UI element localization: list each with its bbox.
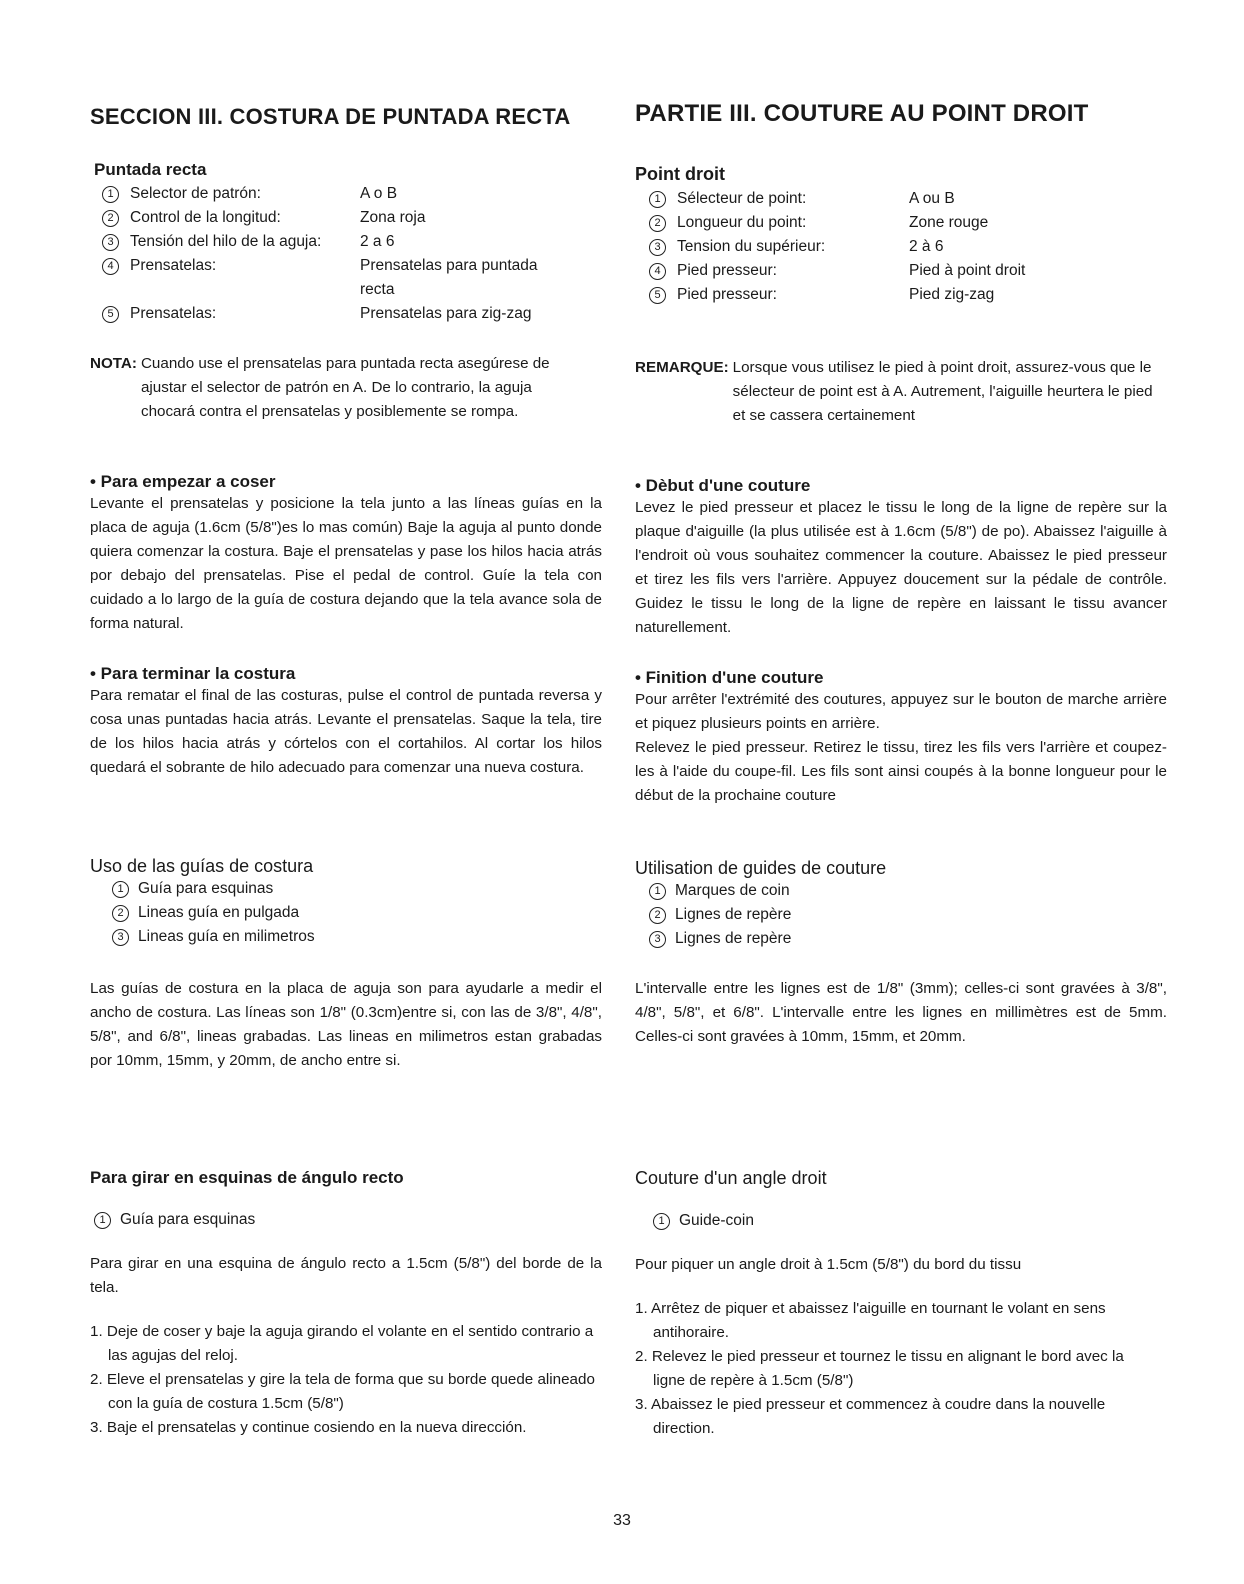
item-number-2: 2 <box>112 905 129 922</box>
angle-block <box>635 1168 1180 1441</box>
guias-list <box>112 877 650 949</box>
item-number-2: 2 <box>649 215 666 232</box>
spec-label: Pied presseur: <box>677 262 777 279</box>
spec-label: Pied presseur: <box>677 286 777 303</box>
esquinas-block <box>90 1168 650 1440</box>
spec-value: Prensatelas para puntada recta <box>360 257 538 298</box>
esquinas-text: Para girar en una esquina de ángulo recto a 1.5cm (5/8") del borde de la tela. <box>90 1255 602 1296</box>
guias-heading: Uso de las guías de costura <box>90 856 314 876</box>
guide-item: Guide-coin <box>679 1212 754 1229</box>
guide-item: Marques de coin <box>675 882 790 899</box>
finition-text-2: Relevez le pied presseur. Retirez le tissu, tirez les fils vers l'arrière et coupez-les à l'aide du coupe-fil. Les fils sont ainsi coupés à la bonne longueur pour le début de la prochaine couture <box>635 739 1167 804</box>
angle-heading: Couture d'un angle droit <box>635 1168 827 1188</box>
page-number: 33 <box>613 1512 631 1529</box>
spec-label: Sélecteur de point: <box>677 190 807 207</box>
terminar-block <box>90 664 650 780</box>
spec-value: A ou B <box>909 190 955 207</box>
guide-item: Lignes de repère <box>675 930 792 947</box>
section-title-es: SECCION III. COSTURA DE PUNTADA RECTA <box>90 104 571 129</box>
item-number-3: 3 <box>112 929 129 946</box>
spec-label: Longueur du point: <box>677 214 807 231</box>
guide-item: Lignes de repère <box>675 906 792 923</box>
step-item: 1. Arrêtez de piquer et abaissez l'aiguille en tournant le volant en sens antihoraire. <box>635 1300 1106 1341</box>
spec-label: Prensatelas: <box>130 257 217 274</box>
spec-label: Tension du supérieur: <box>677 238 826 255</box>
spec-value: Zone rouge <box>909 214 989 231</box>
step-item: 2. Eleve el prensatelas y gire la tela de forma que su borde quede alineado con la guía de costura 1.5cm (5/8") <box>90 1371 595 1412</box>
point-droit-block <box>635 164 1180 307</box>
esquinas-steps <box>90 1320 602 1440</box>
item-number-1: 1 <box>102 186 119 203</box>
spec-value: Prensatelas para zig-zag <box>360 305 532 322</box>
terminar-text: Para rematar el final de las costuras, pulse el control de puntada reversa y cosa unas puntadas hacia atrás. Levante el prensatelas. Saque la tela, tire de los hilos hacia atrás y córtelos con el cortahilos. Al cortar los hilos quedará el sobrante de hilo adecuado para comenzar una nueva costura. <box>90 687 602 776</box>
guide-item: Guía para esquinas <box>120 1211 256 1228</box>
item-number-2: 2 <box>102 210 119 227</box>
spec-value: A o B <box>360 185 398 202</box>
step-item: 2. Relevez le pied presseur et tournez le tissu en alignant le bord avec la ligne de repère à 1.5cm (5/8") <box>635 1348 1124 1389</box>
point-droit-heading: Point droit <box>635 164 725 184</box>
spec-label: Prensatelas: <box>130 305 217 322</box>
spec-value: 2 a 6 <box>360 233 395 250</box>
terminar-heading: • Para terminar la costura <box>90 664 296 683</box>
note-label: NOTA: <box>90 355 137 372</box>
puntada-recta-block <box>90 160 650 326</box>
item-number-1: 1 <box>112 881 129 898</box>
step-item: 3. Abaissez le pied presseur et commencez à coudre dans la nouvelle direction. <box>635 1396 1106 1437</box>
nota-block <box>90 352 650 424</box>
spec-value: Zona roja <box>360 209 426 226</box>
spec-value: Pied à point droit <box>909 262 1026 279</box>
remarque-block <box>635 356 1180 428</box>
spec-value: Pied zig-zag <box>909 286 995 303</box>
debut-heading: • Dèbut d'une couture <box>635 476 811 495</box>
guide-item: Lineas guía en pulgada <box>138 904 300 921</box>
angle-text: Pour piquer un angle droit à 1.5cm (5/8") du bord du tissu <box>635 1256 1022 1273</box>
guide-item: Guía para esquinas <box>138 880 274 897</box>
finition-block <box>635 668 1180 808</box>
item-number-2: 2 <box>649 907 666 924</box>
spec-label: Selector de patrón: <box>130 185 261 202</box>
puntada-recta-heading: Puntada recta <box>94 160 207 179</box>
puntada-spec-list <box>102 182 650 326</box>
finition-heading: • Finition d'une couture <box>635 668 824 687</box>
angle-item <box>653 1209 1180 1233</box>
item-number-5: 5 <box>649 287 666 304</box>
note-text: Cuando use el prensatelas para puntada recta asegúrese de ajustar el selector de patrón en A. De lo contrario, la aguja chocará contra el prensatelas y posiblemente se rompa. <box>140 355 550 420</box>
item-number-5: 5 <box>102 306 119 323</box>
item-number-1: 1 <box>649 883 666 900</box>
step-item: 3. Baje el prensatelas y continue cosiendo en la nueva dirección. <box>90 1419 527 1436</box>
spec-value: 2 à 6 <box>909 238 944 255</box>
empezar-heading: • Para empezar a coser <box>90 472 276 491</box>
empezar-block <box>90 472 650 636</box>
note-label: REMARQUE: <box>635 359 729 376</box>
note-text: Lorsque vous utilisez le pied à point droit, assurez-vous que le sélecteur de point est à A. Autrement, l'aiguille heurtera le pied et se cassera certainement <box>732 359 1153 424</box>
esquinas-heading: Para girar en esquinas de ángulo recto <box>90 1168 404 1187</box>
section-title-fr: PARTIE III. COUTURE AU POINT DROIT <box>635 100 1089 127</box>
debut-block <box>635 476 1180 640</box>
guides-list <box>649 879 1180 951</box>
item-number-1: 1 <box>649 191 666 208</box>
guides-heading: Utilisation de guides de couture <box>635 858 887 878</box>
step-item: 1. Deje de coser y baje la aguja girando el volante en el sentido contrario a las agujas del reloj. <box>90 1323 594 1364</box>
item-number-3: 3 <box>649 931 666 948</box>
item-number-4: 4 <box>649 263 666 280</box>
debut-text: Levez le pied presseur et placez le tissu le long de la ligne de repère sur la plaque d'aiguille (la plus utilisée est à 1.6cm (5/8") de po). Abaissez l'aiguille à l'endroit où vous souhaitez commencer la couture. Abaissez le pied presseur et tirez les fils vers l'arrière. Appuyez doucement sur la pédale de contrôle. Guidez le tissu le long de la ligne de repère en laissant le tissu avancer naturellement. <box>635 499 1167 636</box>
guias-text: Las guías de costura en la placa de aguja son para ayudarle a medir el ancho de costura. Las líneas son 1/8" (0.3cm)entre si, con las de 3/8", 4/8", 5/8", and 6/8", lineas grabadas. Las lineas en milimetros estan grabadas por 10mm, 15mm, y 20mm, de ancho entre si. <box>90 980 602 1069</box>
angle-steps <box>635 1297 1155 1441</box>
item-number-3: 3 <box>649 239 666 256</box>
item-number-4: 4 <box>102 258 119 275</box>
empezar-text: Levante el prensatelas y posicione la tela junto a las líneas guías en la placa de aguja (1.6cm (5/8")es lo mas común) Baje la aguja al punto donde quiera comenzar la costura. Baje el prensatelas y pase los hilos hacia atrás por debajo del prensatelas. Pise el pedal de control. Guíe la tela con cuidado a lo largo de la guía de costura dejando que la tela avance sola de forma natural. <box>90 495 602 632</box>
spec-label: Control de la longitud: <box>130 209 281 226</box>
finition-text-1: Pour arrêter l'extrémité des coutures, appuyez sur le bouton de marche arrière et piquez plusieurs points en arrière. <box>635 691 1167 732</box>
guias-block <box>90 856 650 1073</box>
spec-label: Tensión del hilo de la aguja: <box>130 233 322 250</box>
guide-item: Lineas guía en milimetros <box>138 928 315 945</box>
item-number-1: 1 <box>653 1213 670 1230</box>
item-number-3: 3 <box>102 234 119 251</box>
guides-text: L'intervalle entre les lignes est de 1/8" (3mm); celles-ci sont gravées à 3/8", 4/8", 5/8", et 6/8". L'intervalle entre les lignes en millimètres est de 5mm. Celles-ci sont gravées à 10mm, 15mm, et 20mm. <box>635 980 1167 1045</box>
item-number-1: 1 <box>94 1212 111 1229</box>
guides-block <box>635 858 1180 1049</box>
point-spec-list <box>649 187 1180 307</box>
esquinas-item <box>94 1208 650 1232</box>
